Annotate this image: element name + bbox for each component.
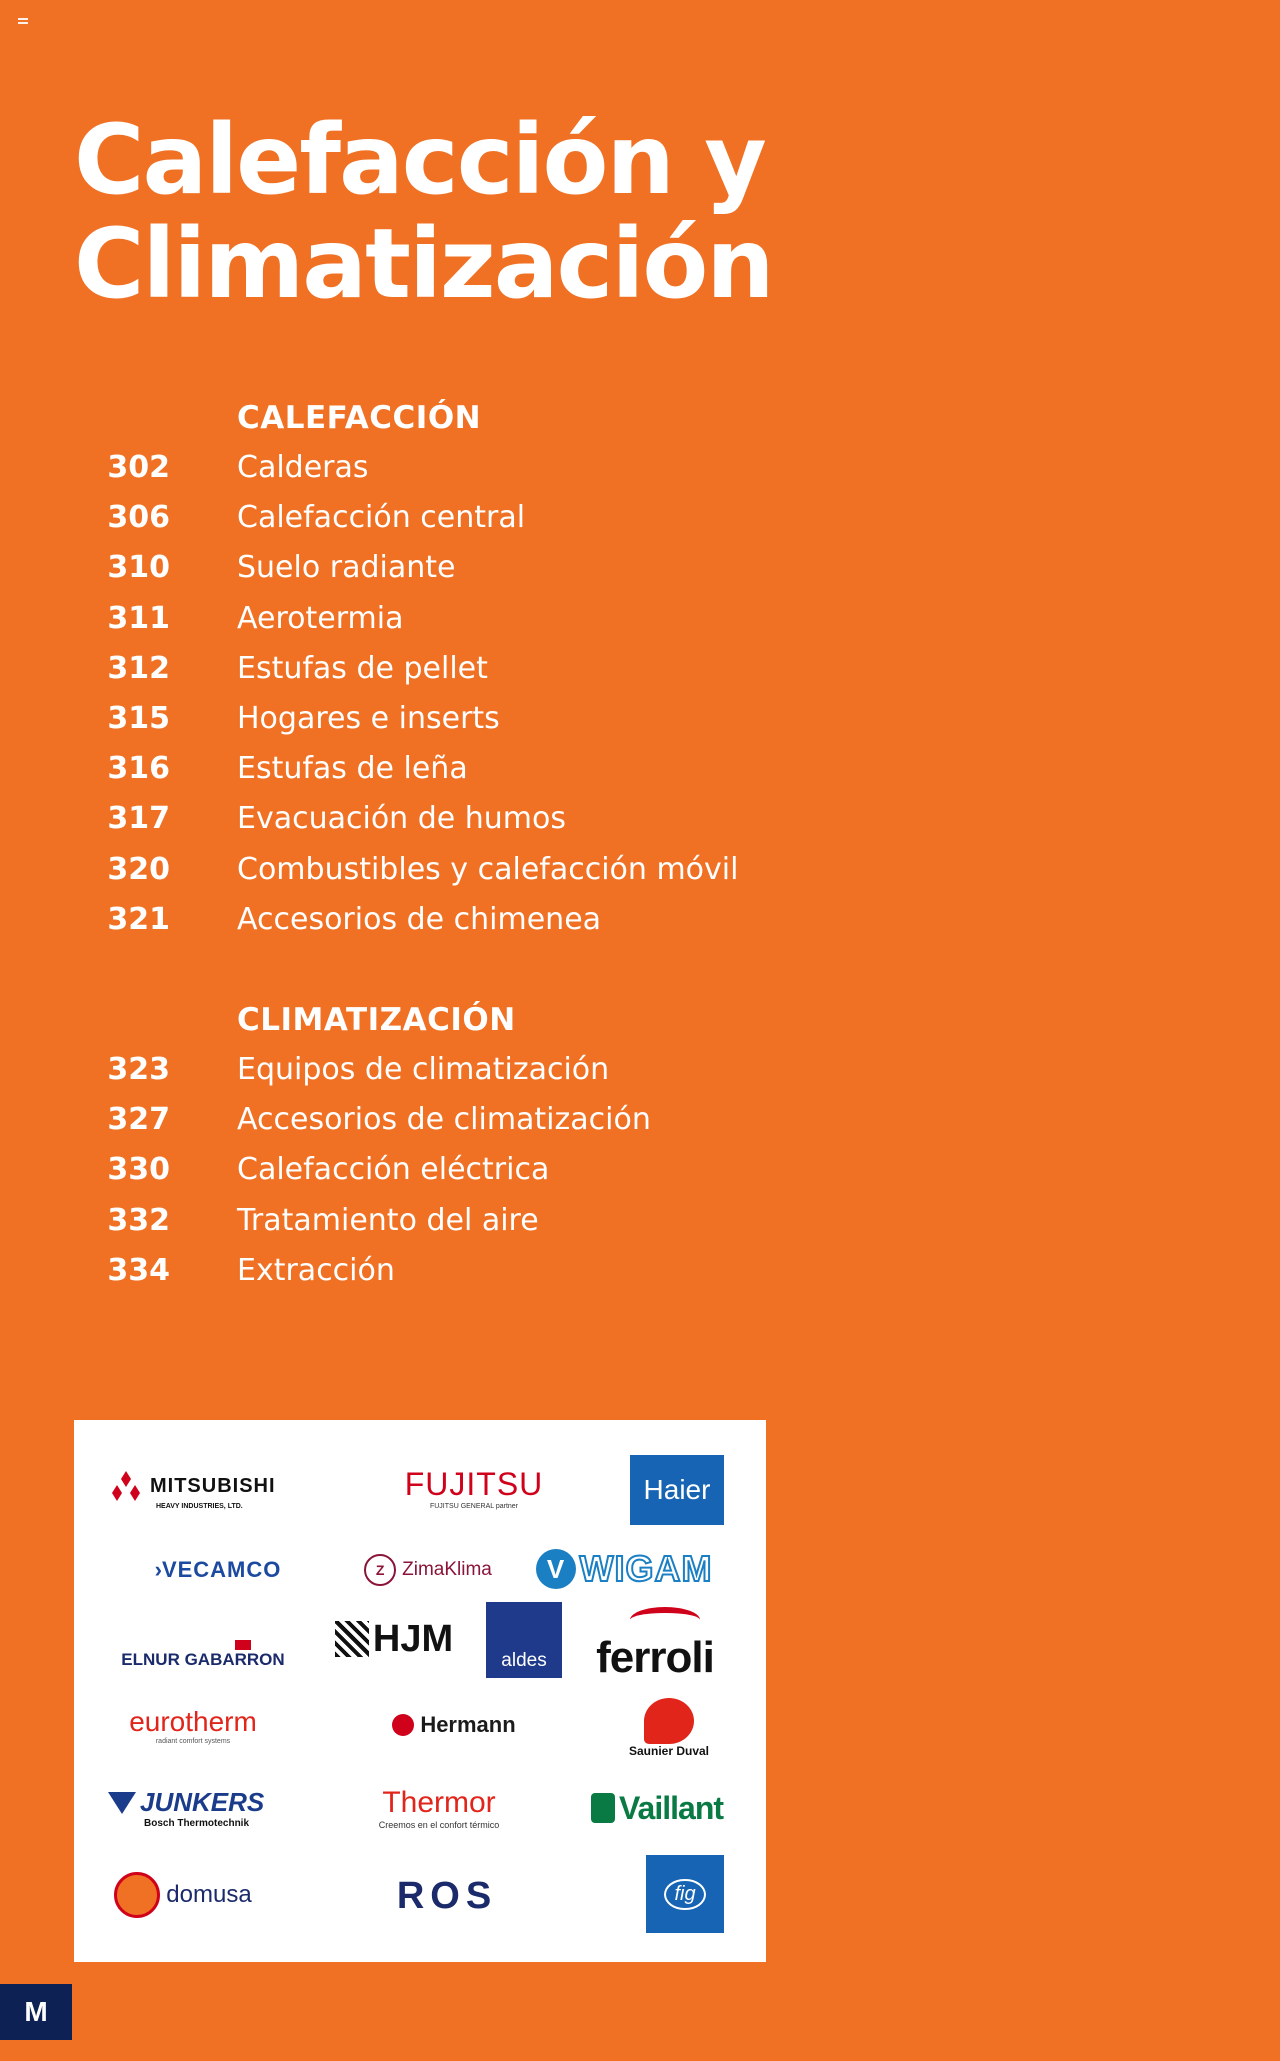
junkers-logo: JUNKERS Bosch Thermotechnik <box>108 1782 288 1834</box>
ferroli-logo: ferroli <box>580 1600 730 1690</box>
hjm-logo: HJM <box>324 1612 464 1666</box>
toc-row[interactable] <box>0 845 800 895</box>
junkers-triangle-icon <box>108 1792 136 1814</box>
toc-row[interactable] <box>0 694 800 744</box>
toc-label: Accesorios de climatización <box>237 1102 651 1138</box>
climatizacion-list <box>0 1045 800 1296</box>
aldes-logo: aldes <box>486 1602 562 1678</box>
toc-page-number: 330 <box>107 1152 170 1188</box>
toc-label: Estufas de leña <box>237 751 468 787</box>
toc-page-number: 334 <box>107 1252 170 1288</box>
toc-label: Suelo radiante <box>237 550 456 586</box>
toc-page-number: 323 <box>107 1052 170 1087</box>
toc-page-number: 311 <box>107 600 170 636</box>
calefaccion-section <box>0 393 800 945</box>
section-heading-climatizacion: CLIMATIZACIÓN <box>237 1002 516 1038</box>
elnur-gabarron-logo: ELNUR GABARRON <box>108 1630 298 1680</box>
mitsubishi-diamonds-icon <box>108 1471 144 1503</box>
toc-label: Extracción <box>237 1252 395 1288</box>
eurotherm-logo: eurotherm radiant comfort systems <box>129 1705 257 1745</box>
vecamco-logo: › VECAMCO <box>154 1557 282 1582</box>
vaillant-rabbit-icon <box>591 1793 615 1823</box>
brand-logos-panel <box>74 1420 766 1962</box>
climatizacion-section <box>0 995 800 1296</box>
fig-logo: fig <box>646 1855 724 1933</box>
toc-page-number: 317 <box>107 801 170 837</box>
section-heading-calefaccion: CALEFACCIÓN <box>237 400 482 436</box>
toc-label: Calderas <box>237 450 369 485</box>
toc-row[interactable] <box>0 1145 800 1195</box>
toc-row[interactable] <box>0 644 800 694</box>
toc-page-number: 312 <box>107 650 170 686</box>
title-line-2: Climatización <box>74 208 773 320</box>
toc-row[interactable] <box>0 895 800 945</box>
domusa-flame-icon <box>114 1872 160 1918</box>
toc-page-number: 327 <box>107 1102 170 1138</box>
toc-row[interactable] <box>0 744 800 794</box>
toc-label: Accesorios de chimenea <box>237 901 602 937</box>
haier-logo: Haier <box>630 1455 724 1525</box>
toc-label: Calefacción eléctrica <box>237 1152 550 1188</box>
toc-page-number: 316 <box>107 751 170 787</box>
toc-row[interactable] <box>0 1196 800 1246</box>
hermann-logo: Hermann <box>374 1705 534 1745</box>
toc-label: Tratamiento del aire <box>237 1202 539 1238</box>
wigam-logo: V WIGAM <box>534 1542 714 1596</box>
toc-page-number: 321 <box>107 901 170 937</box>
toc-row[interactable] <box>0 594 800 644</box>
zimaklima-circle-icon: Z <box>364 1554 396 1586</box>
mitsubishi-logo: MITSUBISHI HEAVY INDUSTRIES, LTD. <box>108 1470 328 1510</box>
toc-row[interactable] <box>0 543 800 593</box>
toc-row[interactable] <box>0 1095 800 1145</box>
toc-page-number: 302 <box>107 450 170 485</box>
calefaccion-list <box>0 443 800 945</box>
toc-page-number: 310 <box>107 550 170 586</box>
toc-page-number: 332 <box>107 1202 170 1238</box>
title-line-1: Calefacción y <box>74 104 765 216</box>
toc-label: Combustibles y calefacción móvil <box>237 851 739 887</box>
toc-page-number: 306 <box>107 500 170 536</box>
page-title <box>74 104 773 320</box>
toc-label: Evacuación de humos <box>237 801 566 837</box>
toc-label: Equipos de climatización <box>237 1052 610 1087</box>
toc-row[interactable] <box>0 1246 800 1296</box>
saunier-bird-icon <box>644 1698 694 1744</box>
hermann-circle-icon <box>392 1714 414 1736</box>
toc-page-number: 315 <box>107 700 170 736</box>
wigam-v-icon: V <box>536 1549 576 1589</box>
toc-row[interactable] <box>0 794 800 844</box>
domusa-logo: domusa <box>108 1870 258 1920</box>
toc-page-number: 320 <box>107 851 170 887</box>
zimaklima-logo: Z ZimaKlima <box>348 1550 508 1590</box>
toc-label: Estufas de pellet <box>237 650 488 686</box>
footer-brand-logo[interactable]: M <box>0 1984 72 2040</box>
hjm-pattern-icon <box>335 1621 369 1657</box>
menu-icon[interactable] <box>18 18 28 26</box>
toc-row[interactable] <box>0 493 800 543</box>
toc-row[interactable] <box>0 443 800 493</box>
thermor-logo: Thermor Creemos en el confort térmico <box>378 1786 500 1830</box>
ros-logo: ROS <box>396 1874 498 1917</box>
toc-row[interactable] <box>0 1045 800 1095</box>
vaillant-logo: Vaillant <box>582 1786 732 1830</box>
toc-label: Hogares e inserts <box>237 700 500 736</box>
toc-label: Calefacción central <box>237 500 526 536</box>
fujitsu-logo: FUJITSU FUJITSU GENERAL partner <box>404 1465 544 1510</box>
saunier-duval-logo: Saunier Duval <box>614 1688 724 1768</box>
toc-label: Aerotermia <box>237 600 404 636</box>
